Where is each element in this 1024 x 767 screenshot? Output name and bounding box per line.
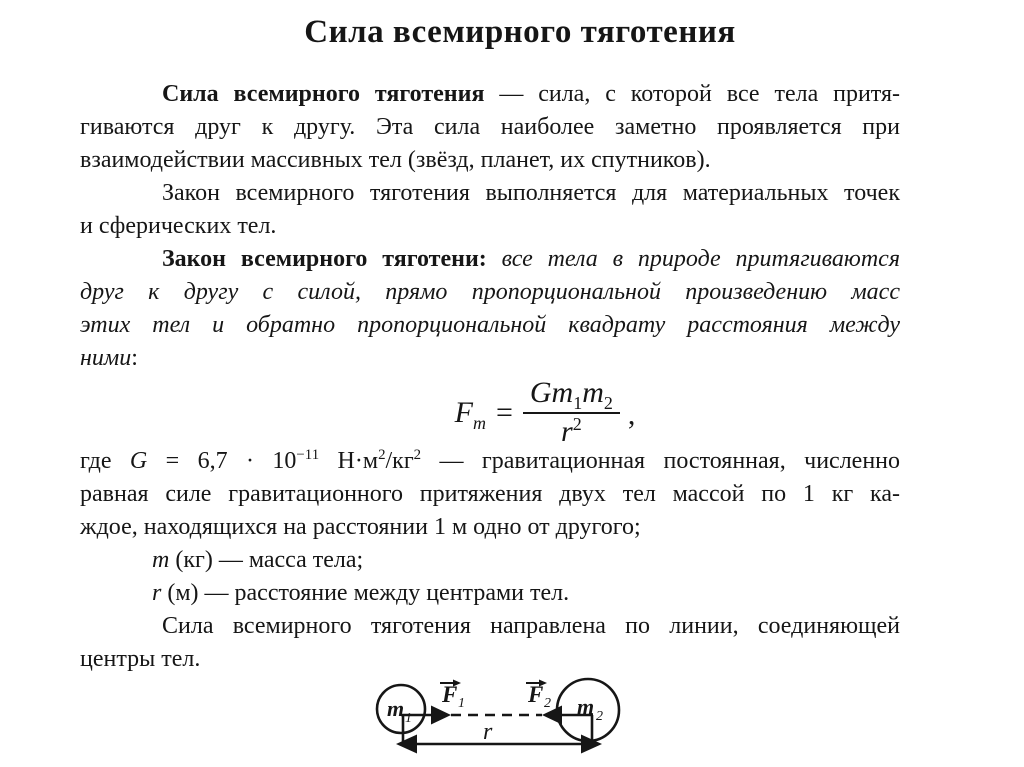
text-segment: r bbox=[152, 580, 162, 606]
text-segment: все тела в природе притягиваются bbox=[486, 246, 900, 272]
text-segment: 2 bbox=[413, 447, 422, 463]
text-segment: равная силе гравитационного притяжения двух тел массой по 1 кг ка- bbox=[80, 481, 900, 507]
text-segment: — гравитационная постоянная, численно bbox=[421, 448, 901, 474]
formula-lhs-subscript: m bbox=[472, 412, 486, 433]
text-line bbox=[80, 342, 900, 375]
document-body bbox=[80, 78, 900, 760]
text-segment: m bbox=[152, 547, 170, 573]
text-segment: центры тел. bbox=[80, 646, 201, 672]
text-segment: — сила, с которой все тела притя- bbox=[484, 81, 901, 107]
text-block-upper bbox=[80, 78, 900, 375]
mass2-label: m bbox=[577, 694, 595, 719]
text-line bbox=[80, 309, 900, 342]
text-line bbox=[80, 210, 900, 243]
text-segment: ждое, находящихся на расстоянии 1 м одно от другого; bbox=[80, 514, 641, 540]
text-line bbox=[80, 144, 900, 177]
force1-label-subscript: 1 bbox=[458, 696, 465, 711]
text-segment: (кг) — масса тела; bbox=[169, 547, 364, 573]
text-line bbox=[80, 445, 900, 478]
text-line bbox=[80, 544, 900, 577]
force1-label: F bbox=[442, 682, 458, 707]
text-segment: Сила всемирного тяготения направлена по линии, соединяющей bbox=[162, 613, 900, 639]
text-segment: 2 bbox=[378, 447, 386, 463]
force1-arrowhead bbox=[431, 706, 451, 725]
formula-lhs: $F_m$ bbox=[454, 395, 486, 433]
text-segment: гиваются друг к другу. Эта сила наиболее заметно проявляется при bbox=[80, 114, 900, 140]
forces-diagram-svg bbox=[365, 676, 645, 760]
fraction-denominator: $r^2$ bbox=[561, 413, 582, 448]
text-segment: = 6,7 · 10 bbox=[147, 448, 297, 474]
text-segment: : bbox=[131, 345, 138, 371]
text-segment: (м) — расстояние между центрами тел. bbox=[161, 580, 570, 606]
force2-label-subscript: 2 bbox=[544, 696, 551, 711]
forces-diagram bbox=[95, 676, 915, 760]
text-line bbox=[80, 610, 900, 643]
mass1-label: m bbox=[387, 696, 405, 721]
text-segment: взаимодействии массивных тел (звёзд, планет, их спутников). bbox=[80, 147, 711, 173]
formula-fraction bbox=[523, 377, 620, 447]
text-line bbox=[80, 177, 900, 210]
mass1-label-subscript: 1 bbox=[405, 711, 412, 726]
text-line bbox=[80, 643, 900, 676]
text-line bbox=[80, 243, 900, 276]
text-segment: /кг bbox=[385, 448, 414, 474]
fraction-numerator: $Gm_1m_2$ bbox=[523, 377, 620, 414]
text-segment: ними bbox=[80, 345, 132, 371]
mass2-label-subscript: 2 bbox=[596, 709, 603, 724]
distance-label: r bbox=[483, 719, 493, 745]
text-segment: G bbox=[129, 448, 148, 474]
text-block-lower bbox=[80, 445, 900, 676]
text-line bbox=[80, 511, 900, 544]
text-segment: Сила всемирного тяготения bbox=[162, 81, 485, 107]
text-line bbox=[80, 577, 900, 610]
text-segment: где bbox=[80, 448, 130, 474]
text-segment: Закон всемирного тяготения выполняется для материальных точек bbox=[162, 180, 900, 206]
page-title: Сила всемирного тяготения bbox=[304, 14, 736, 50]
text-line bbox=[80, 111, 900, 144]
formula-comma: , bbox=[627, 398, 636, 431]
equals-sign: = bbox=[495, 395, 513, 429]
text-line bbox=[80, 478, 900, 511]
text-segment: друг к другу с силой, прямо пропорциональной произведению масс bbox=[80, 279, 900, 305]
force2-label: F bbox=[528, 682, 544, 707]
text-segment: Н·м bbox=[319, 448, 379, 474]
text-line bbox=[80, 276, 900, 309]
text-segment: −11 bbox=[296, 447, 320, 463]
text-line bbox=[80, 78, 900, 111]
gravity-formula bbox=[135, 376, 955, 448]
text-segment: Закон всемирного тяготени: bbox=[162, 246, 487, 272]
distance-arrowhead-left bbox=[396, 735, 417, 754]
text-segment: и сферических тел. bbox=[80, 213, 277, 239]
text-segment: этих тел и обратно пропорциональной квадрату расстояния между bbox=[80, 312, 900, 338]
